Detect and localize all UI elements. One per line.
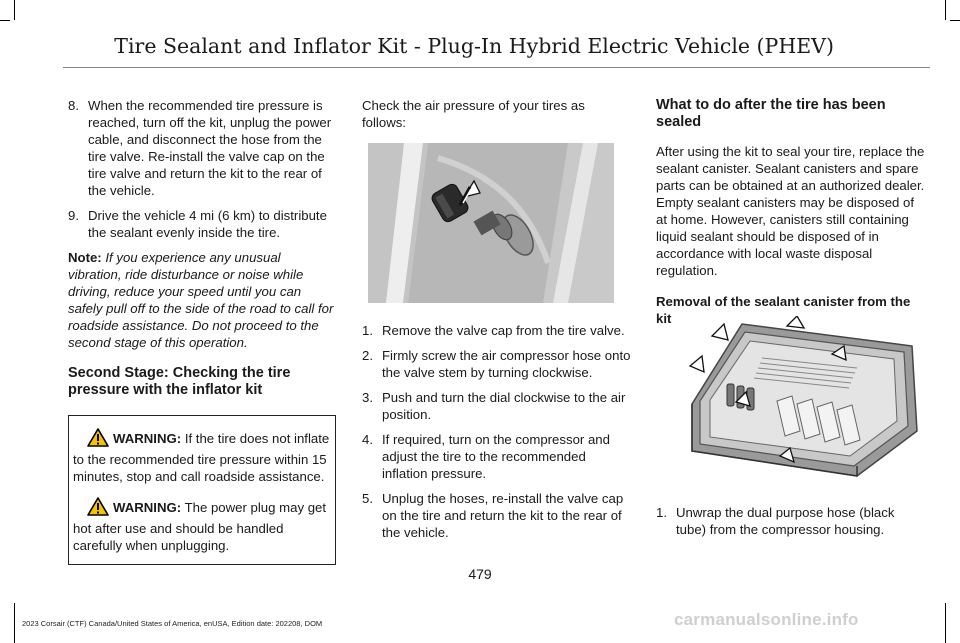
step-number: 5. bbox=[362, 491, 373, 506]
step-number: 9. bbox=[68, 208, 79, 223]
step-text: Push and turn the dial clockwise to the air position. bbox=[382, 390, 626, 422]
note-text: If you experience any unusual vibration, ride disturbance or noise while driving, reduce your speed until you can safely pull off to the side of the road to call for roadside assistance. Do not proceed to the second stage of this operation. bbox=[68, 250, 334, 350]
crop-mark bbox=[945, 603, 946, 643]
crop-mark bbox=[14, 0, 15, 20]
step-number: 2. bbox=[362, 348, 373, 363]
valve-cap-illustration bbox=[368, 143, 614, 303]
sealant-canister-illustration bbox=[682, 316, 928, 482]
intro-text: Check the air pressure of your tires as follows: bbox=[362, 98, 585, 130]
warning-box bbox=[68, 415, 336, 565]
note-label: Note: bbox=[68, 250, 102, 265]
list-item bbox=[362, 431, 632, 482]
note bbox=[68, 249, 336, 351]
paragraph: After using the kit to seal your tire, replace the sealant canister. Sealant canisters and spare parts can be obtained at an authorized dealer. Empty sealant canisters may be disposed of at home. However, canisters still containing liquid sealant should be disposed of in accordance with local waste disposal regulation. bbox=[656, 144, 925, 278]
column-left bbox=[68, 97, 336, 565]
step-number: 1. bbox=[656, 505, 667, 520]
step-text: Unplug the hoses, re-install the valve cap on the tire and return the kit to the rear of the vehicle. bbox=[382, 491, 624, 540]
crop-mark bbox=[0, 20, 10, 21]
step-text: When the recommended tire pressure is reached, turn off the kit, unplug the power cable, and disconnect the hose from the tire valve. Re-install the valve cap on the tire valve and return the kit to the rear of the vehicle. bbox=[88, 98, 332, 198]
step-number: 1. bbox=[362, 323, 373, 338]
warning-text: If the tire does not inflate to the recommended tire pressure within 15 minutes, stop and call roadside assistance. bbox=[73, 431, 330, 484]
list-item bbox=[656, 504, 926, 538]
watermark: carmanualsonline.info bbox=[674, 610, 859, 629]
crop-mark bbox=[945, 0, 946, 20]
warning-label: WARNING: bbox=[113, 500, 182, 515]
warning-label: WARNING: bbox=[113, 431, 182, 446]
list-item bbox=[362, 389, 632, 423]
section-heading: Second Stage: Checking the tire pressure with the inflator kit bbox=[68, 365, 291, 398]
step-text: Firmly screw the air compressor hose onto the valve stem by turning clockwise. bbox=[382, 348, 631, 380]
list-item bbox=[362, 322, 632, 339]
crop-mark bbox=[14, 603, 15, 643]
sub-heading: Removal of the sealant canister from the kit bbox=[656, 294, 911, 326]
step-text: If required, turn on the compressor and adjust the tire to the recommended inflation pressure. bbox=[382, 432, 610, 481]
step-number: 3. bbox=[362, 390, 373, 405]
list-item bbox=[362, 490, 632, 541]
section-heading: What to do after the tire has been sealed bbox=[656, 97, 886, 130]
warning bbox=[73, 428, 331, 485]
warning-triangle-icon bbox=[87, 497, 109, 520]
step-text: Remove the valve cap from the tire valve. bbox=[382, 323, 625, 338]
list-item bbox=[68, 97, 336, 199]
column-middle-steps bbox=[362, 322, 632, 549]
step-text: Unwrap the dual purpose hose (black tube) from the compressor housing. bbox=[676, 505, 895, 537]
crop-mark bbox=[950, 20, 960, 21]
step-number: 8. bbox=[68, 98, 79, 113]
warning-text: The power plug may get hot after use and should be handled carefully when unplugging. bbox=[73, 500, 327, 553]
page-title: Tire Sealant and Inflator Kit - Plug-In Hybrid Electric Vehicle (PHEV) bbox=[114, 34, 834, 58]
column-right-steps bbox=[656, 504, 926, 546]
step-text: Drive the vehicle 4 mi (6 km) to distribute the sealant evenly inside the tire. bbox=[88, 208, 327, 240]
warning bbox=[73, 497, 331, 554]
list-item bbox=[362, 347, 632, 381]
step-number: 4. bbox=[362, 432, 373, 447]
page-number: 479 bbox=[468, 566, 492, 582]
title-rule bbox=[63, 67, 930, 68]
column-right bbox=[656, 97, 926, 335]
column-middle bbox=[362, 97, 632, 141]
warning-triangle-icon bbox=[87, 428, 109, 451]
list-item bbox=[68, 207, 336, 241]
edition-info: 2023 Corsair (CTF) Canada/United States of America, enUSA, Edition date: 202208, DOM bbox=[22, 619, 323, 628]
